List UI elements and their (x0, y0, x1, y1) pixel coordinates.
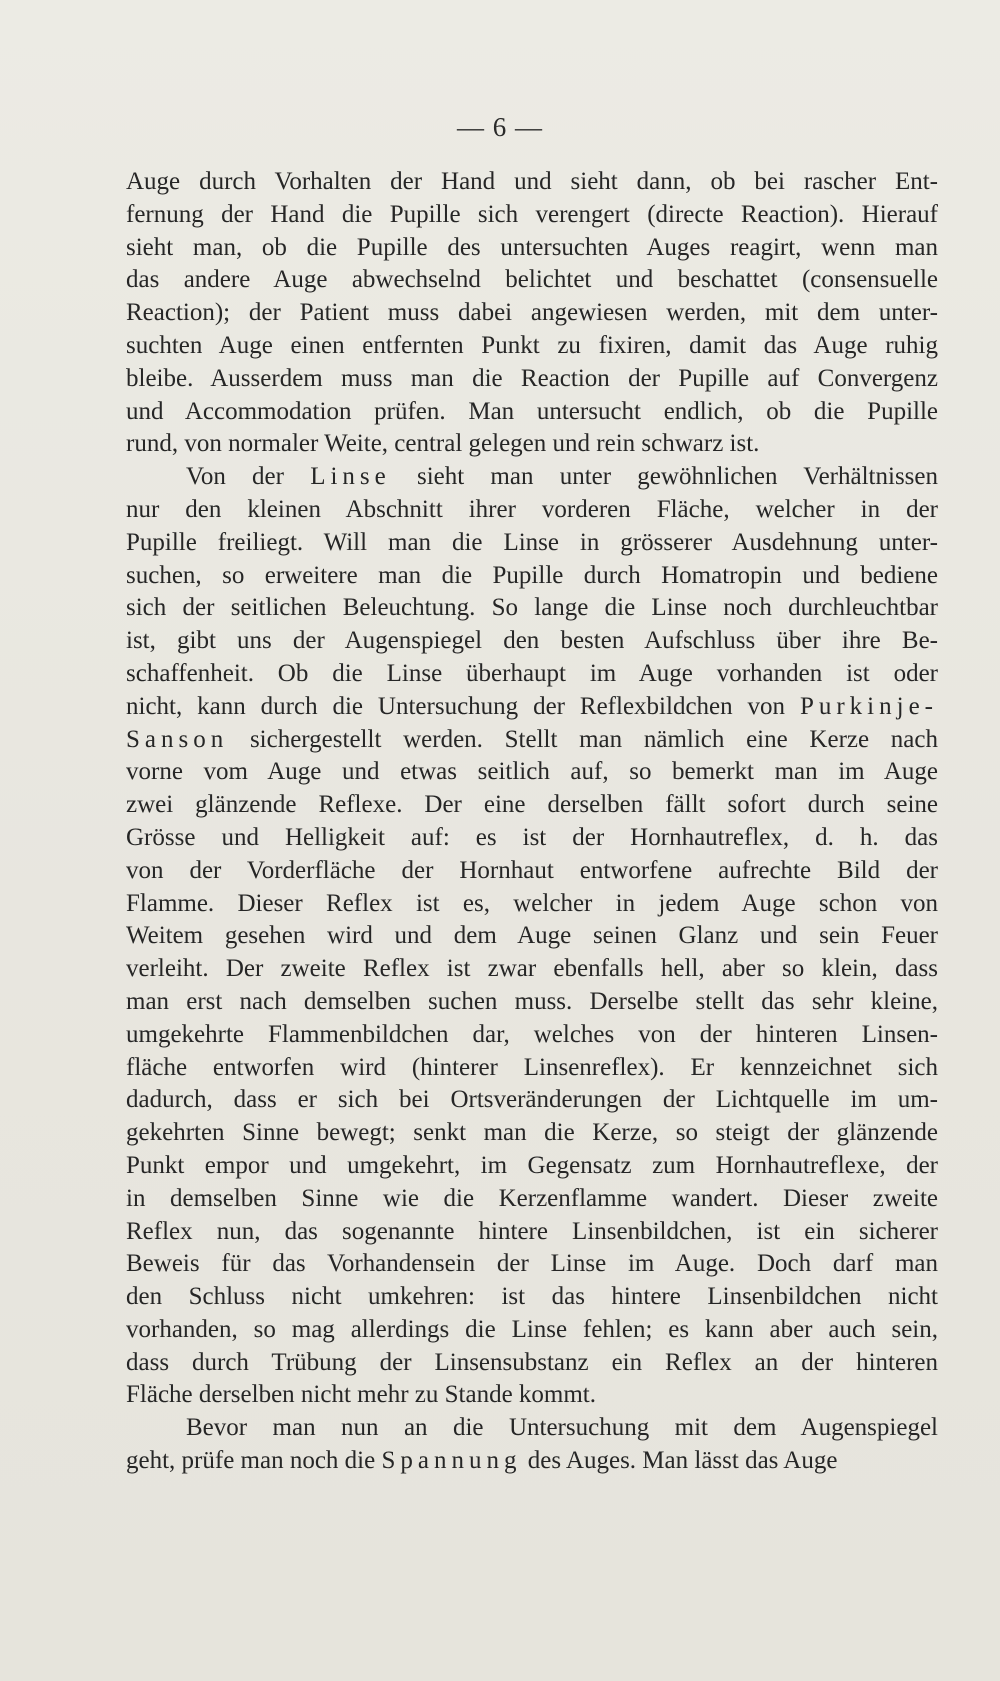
text-run: Flamme. Dieser Reflex ist es, welcher in jedem Auge schon von (126, 889, 938, 917)
text-run: geht, prüfe man noch die (126, 1447, 382, 1475)
spaced-emphasis: Linse (310, 463, 391, 491)
text-run: das andere Auge abwechselnd belichtet und beschattet (consensuelle (126, 266, 938, 294)
text-line (126, 1347, 938, 1380)
text-run: suchten Auge einen entfernten Punkt zu fixiren, damit das Auge ruhig (126, 331, 938, 359)
text-run: dadurch, dass er sich bei Ortsveränderungen der Lichtquelle im um- (126, 1086, 938, 1114)
text-line (126, 1084, 938, 1117)
text-line (126, 855, 938, 888)
text-run: den Schluss nicht umkehren: ist das hintere Linsenbildchen nicht (126, 1283, 938, 1311)
text-run: Fläche derselben nicht mehr zu Stande kommt. (126, 1381, 597, 1409)
text-line (126, 756, 938, 789)
text-run: von der Vorderfläche der Hornhaut entworfene aufrechte Bild der (126, 856, 938, 884)
text-run: in demselben Sinne wie die Kerzenflamme wandert. Dieser zweite (126, 1184, 938, 1212)
text-run: verleiht. Der zweite Reflex ist zwar ebenfalls hell, aber so klein, dass (126, 955, 938, 983)
text-run: man erst nach demselben suchen muss. Derselbe stellt das sehr kleine, (126, 987, 938, 1015)
text-run: des Auges. Man lässt das Auge (521, 1447, 838, 1475)
text-line (126, 1052, 938, 1085)
paragraph (126, 461, 938, 1412)
text-run: dass durch Trübung der Linsensubstanz ein Reflex an der hinteren (126, 1348, 938, 1376)
text-line (126, 1248, 938, 1281)
text-line (126, 789, 938, 822)
text-run: suchen, so erweitere man die Pupille durch Homatropin und bediene (126, 561, 938, 589)
text-run: vorhanden, so mag allerdings die Linse fehlen; es kann aber auch sein, (126, 1315, 938, 1343)
paragraph (126, 166, 938, 461)
spaced-emphasis: Purkinje- (799, 692, 938, 720)
text-run: Reaction); der Patient muss dabei angewiesen werden, mit dem unter- (126, 299, 938, 327)
spaced-emphasis: Sanson (126, 725, 229, 753)
text-run: Auge durch Vorhalten der Hand und sieht dann, ob bei rascher Ent- (126, 168, 938, 195)
text-line (126, 658, 938, 691)
text-run: Von der (186, 463, 311, 491)
text-run: sieht man unter gewöhnlichen Verhältnissen (390, 463, 938, 491)
text-run: vorne vom Auge und etwas seitlich auf, so bemerkt man im Auge (126, 758, 938, 786)
text-line (126, 1379, 938, 1412)
text-run: Grösse und Helligkeit auf: es ist der Hornhautreflex, d. h. das (126, 823, 938, 851)
text-line (126, 1150, 938, 1183)
body-text (126, 166, 938, 1478)
page-number: — 6 — (457, 112, 543, 142)
text-run: fernung der Hand die Pupille sich verengert (directe Reaction). Hierauf (126, 200, 938, 228)
text-run: sieht man, ob die Pupille des untersuchten Auges reagirt, wenn man (126, 233, 938, 261)
text-run: umgekehrte Flammenbildchen dar, welches von der hinteren Linsen- (126, 1020, 938, 1048)
text-line (126, 297, 938, 330)
text-line (126, 363, 938, 396)
text-line (126, 1314, 938, 1347)
text-run: fläche entworfen wird (hinterer Linsenreflex). Er kennzeichnet sich (126, 1053, 938, 1081)
text-run: und Accommodation prüfen. Man untersucht endlich, ob die Pupille (126, 397, 938, 425)
text-line (126, 527, 938, 560)
text-run: sich der seitlichen Beleuchtung. So lange die Linse noch durchleuchtbar (126, 594, 938, 622)
text-run: Weitem gesehen wird und dem Auge seinen Glanz und sein Feuer (126, 922, 938, 950)
text-line (126, 428, 938, 461)
text-line (126, 1117, 938, 1150)
text-line (126, 953, 938, 986)
text-run: rund, von normaler Weite, central gelegen und rein schwarz ist. (126, 430, 760, 458)
text-line (126, 822, 938, 855)
text-line (126, 1183, 938, 1216)
text-line (126, 724, 938, 757)
text-line (126, 625, 938, 658)
spaced-emphasis: Spannung (381, 1447, 522, 1475)
text-run: Punkt empor und umgekehrt, im Gegensatz zum Hornhautreflexe, der (126, 1151, 938, 1179)
text-run: Beweis für das Vorhandensein der Linse im Auge. Doch darf man (126, 1250, 938, 1278)
text-run: ist, gibt uns der Augenspiegel den besten Aufschluss über ihre Be- (126, 627, 938, 655)
text-line (126, 560, 938, 593)
text-line (126, 1412, 938, 1445)
text-line (126, 396, 938, 429)
text-line (126, 1281, 938, 1314)
text-line (126, 166, 938, 199)
paragraph (126, 1412, 938, 1478)
text-line (126, 264, 938, 297)
text-line (126, 592, 938, 625)
text-run: sichergestellt werden. Stellt man nämlich eine Kerze nach (228, 725, 938, 753)
text-run: nur den kleinen Abschnitt ihrer vorderen Fläche, welcher in der (126, 495, 938, 523)
text-run: Bevor man nun an die Untersuchung mit dem Augenspiegel (186, 1414, 938, 1442)
text-line (126, 1445, 938, 1478)
text-run: Reflex nun, das sogenannte hintere Linsenbildchen, ist ein sicherer (126, 1217, 938, 1245)
text-run: gekehrten Sinne bewegt; senkt man die Kerze, so steigt der glänzende (126, 1119, 938, 1147)
text-line (126, 888, 938, 921)
text-line (126, 199, 938, 232)
text-line (126, 494, 938, 527)
text-line (126, 232, 938, 265)
text-line (126, 1019, 938, 1052)
text-line (126, 691, 938, 724)
text-line (126, 330, 938, 363)
text-line (126, 986, 938, 1019)
text-line (126, 1216, 938, 1249)
text-line (126, 920, 938, 953)
text-run: zwei glänzende Reflexe. Der eine derselben fällt sofort durch seine (126, 791, 938, 819)
text-run: schaffenheit. Ob die Linse überhaupt im Auge vorhanden ist oder (126, 659, 938, 687)
text-line (126, 461, 938, 494)
text-run: Pupille freiliegt. Will man die Linse in grösserer Ausdehnung unter- (126, 528, 938, 556)
text-run: bleibe. Ausserdem muss man die Reaction der Pupille auf Convergenz (126, 364, 938, 392)
text-run: nicht, kann durch die Untersuchung der Reflexbildchen von (126, 692, 800, 720)
